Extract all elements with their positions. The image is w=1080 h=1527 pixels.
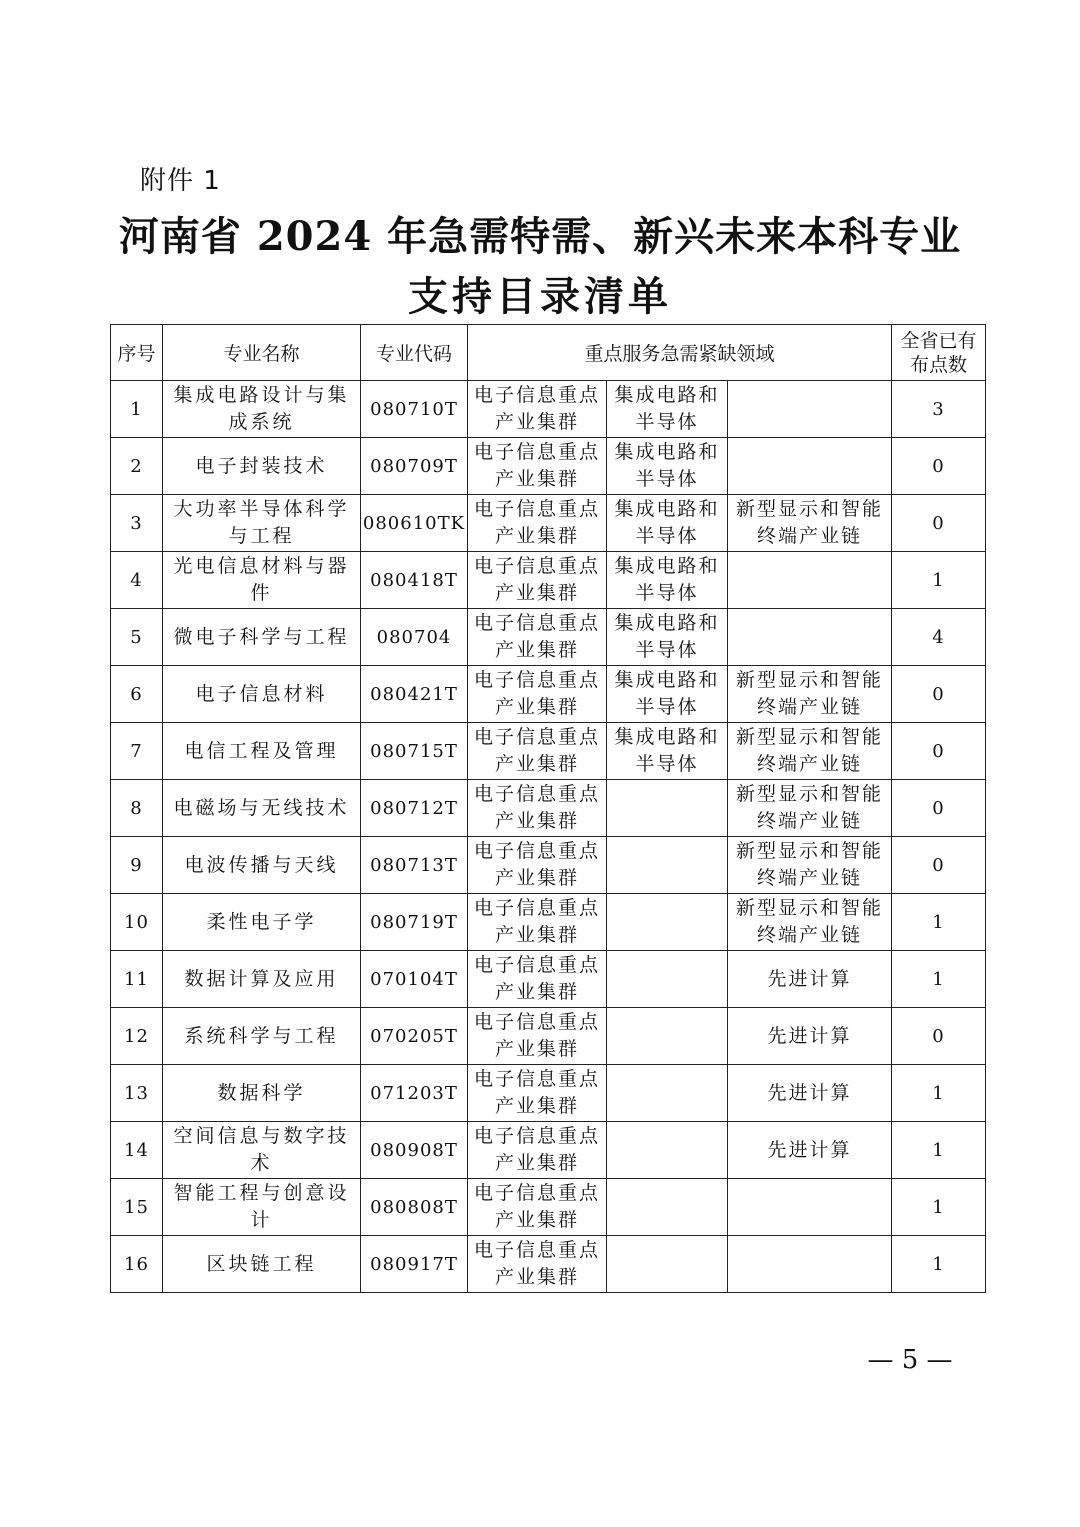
existing-count: 1	[892, 1179, 986, 1236]
field-chip-semiconductor: 集成电路和半导体	[607, 438, 728, 495]
major-name: 电波传播与天线	[163, 837, 361, 894]
major-list-table	[110, 324, 986, 1293]
row-number: 10	[111, 894, 163, 951]
field-other: 先进计算	[728, 951, 892, 1008]
major-code: 080418T	[361, 552, 468, 609]
existing-count: 0	[892, 438, 986, 495]
field-chip-semiconductor: 集成电路和半导体	[607, 552, 728, 609]
field-other: 先进计算	[728, 1065, 892, 1122]
field-other	[728, 438, 892, 495]
field-chip-semiconductor	[607, 1065, 728, 1122]
existing-count: 0	[892, 495, 986, 552]
document-title-line1: 河南省 2024 年急需特需、新兴未来本科专业	[118, 213, 962, 260]
attachment-label: 附件 1	[140, 166, 221, 196]
existing-count: 0	[892, 780, 986, 837]
major-name: 光电信息材料与器件	[163, 552, 361, 609]
field-industry-cluster: 电子信息重点产业集群	[468, 1236, 607, 1293]
field-other: 新型显示和智能终端产业链	[728, 894, 892, 951]
row-number: 11	[111, 951, 163, 1008]
table-row	[111, 951, 986, 1008]
existing-count: 1	[892, 894, 986, 951]
table-row	[111, 894, 986, 951]
field-industry-cluster: 电子信息重点产业集群	[468, 951, 607, 1008]
field-chip-semiconductor: 集成电路和半导体	[607, 495, 728, 552]
header-count: 全省已有布点数	[892, 325, 986, 381]
field-industry-cluster: 电子信息重点产业集群	[468, 438, 607, 495]
major-name: 区块链工程	[163, 1236, 361, 1293]
major-name: 柔性电子学	[163, 894, 361, 951]
field-chip-semiconductor: 集成电路和半导体	[607, 609, 728, 666]
field-industry-cluster: 电子信息重点产业集群	[468, 723, 607, 780]
row-number: 13	[111, 1065, 163, 1122]
major-name: 空间信息与数字技术	[163, 1122, 361, 1179]
row-number: 14	[111, 1122, 163, 1179]
field-other: 新型显示和智能终端产业链	[728, 495, 892, 552]
major-code: 080421T	[361, 666, 468, 723]
field-other: 新型显示和智能终端产业链	[728, 666, 892, 723]
field-other: 先进计算	[728, 1008, 892, 1065]
existing-count: 0	[892, 1008, 986, 1065]
field-chip-semiconductor	[607, 837, 728, 894]
major-code: 080709T	[361, 438, 468, 495]
header-name: 专业名称	[163, 325, 361, 381]
major-code: 080712T	[361, 780, 468, 837]
field-other	[728, 381, 892, 438]
existing-count: 1	[892, 1122, 986, 1179]
field-industry-cluster: 电子信息重点产业集群	[468, 1065, 607, 1122]
document-title-line2: 支持目录清单	[408, 273, 672, 320]
field-other: 新型显示和智能终端产业链	[728, 780, 892, 837]
major-code: 080710T	[361, 381, 468, 438]
field-chip-semiconductor	[607, 1008, 728, 1065]
major-name: 电子封装技术	[163, 438, 361, 495]
field-chip-semiconductor: 集成电路和半导体	[607, 723, 728, 780]
major-name: 电磁场与无线技术	[163, 780, 361, 837]
field-other	[728, 1179, 892, 1236]
table-row	[111, 1065, 986, 1122]
major-name: 大功率半导体科学与工程	[163, 495, 361, 552]
existing-count: 1	[892, 951, 986, 1008]
field-chip-semiconductor	[607, 1122, 728, 1179]
field-industry-cluster: 电子信息重点产业集群	[468, 495, 607, 552]
field-industry-cluster: 电子信息重点产业集群	[468, 1008, 607, 1065]
field-industry-cluster: 电子信息重点产业集群	[468, 1179, 607, 1236]
major-name: 电子信息材料	[163, 666, 361, 723]
major-name: 数据计算及应用	[163, 951, 361, 1008]
field-other: 先进计算	[728, 1122, 892, 1179]
field-industry-cluster: 电子信息重点产业集群	[468, 381, 607, 438]
field-chip-semiconductor	[607, 1179, 728, 1236]
field-chip-semiconductor: 集成电路和半导体	[607, 666, 728, 723]
table-row	[111, 1008, 986, 1065]
field-industry-cluster: 电子信息重点产业集群	[468, 609, 607, 666]
major-code: 070205T	[361, 1008, 468, 1065]
major-name: 智能工程与创意设计	[163, 1179, 361, 1236]
row-number: 9	[111, 837, 163, 894]
table-row	[111, 552, 986, 609]
major-name: 电信工程及管理	[163, 723, 361, 780]
row-number: 6	[111, 666, 163, 723]
existing-count: 1	[892, 1065, 986, 1122]
major-code: 080808T	[361, 1179, 468, 1236]
major-code: 080908T	[361, 1122, 468, 1179]
field-chip-semiconductor: 集成电路和半导体	[607, 381, 728, 438]
major-code: 080715T	[361, 723, 468, 780]
existing-count: 1	[892, 1236, 986, 1293]
table-row	[111, 609, 986, 666]
major-code: 080704	[361, 609, 468, 666]
row-number: 15	[111, 1179, 163, 1236]
field-other	[728, 609, 892, 666]
major-name: 微电子科学与工程	[163, 609, 361, 666]
field-other: 新型显示和智能终端产业链	[728, 837, 892, 894]
row-number: 7	[111, 723, 163, 780]
field-industry-cluster: 电子信息重点产业集群	[468, 552, 607, 609]
major-code: 071203T	[361, 1065, 468, 1122]
table-row	[111, 837, 986, 894]
major-name: 系统科学与工程	[163, 1008, 361, 1065]
field-chip-semiconductor	[607, 1236, 728, 1293]
existing-count: 1	[892, 552, 986, 609]
field-industry-cluster: 电子信息重点产业集群	[468, 780, 607, 837]
header-num: 序号	[111, 325, 163, 381]
existing-count: 0	[892, 723, 986, 780]
table-row	[111, 1179, 986, 1236]
table-row	[111, 381, 986, 438]
table-row	[111, 723, 986, 780]
field-other	[728, 552, 892, 609]
major-code: 080713T	[361, 837, 468, 894]
table-row	[111, 780, 986, 837]
row-number: 8	[111, 780, 163, 837]
table-row	[111, 495, 986, 552]
major-code: 080610TK	[361, 495, 468, 552]
field-industry-cluster: 电子信息重点产业集群	[468, 666, 607, 723]
field-chip-semiconductor	[607, 951, 728, 1008]
row-number: 3	[111, 495, 163, 552]
existing-count: 3	[892, 381, 986, 438]
major-code: 080917T	[361, 1236, 468, 1293]
field-chip-semiconductor	[607, 780, 728, 837]
field-industry-cluster: 电子信息重点产业集群	[468, 894, 607, 951]
header-fields: 重点服务急需紧缺领域	[468, 325, 892, 381]
existing-count: 0	[892, 837, 986, 894]
row-number: 2	[111, 438, 163, 495]
row-number: 1	[111, 381, 163, 438]
major-name: 数据科学	[163, 1065, 361, 1122]
existing-count: 0	[892, 666, 986, 723]
table-row	[111, 1236, 986, 1293]
field-industry-cluster: 电子信息重点产业集群	[468, 1122, 607, 1179]
row-number: 4	[111, 552, 163, 609]
major-name: 集成电路设计与集成系统	[163, 381, 361, 438]
table-header-row	[111, 325, 986, 381]
field-other	[728, 1236, 892, 1293]
major-code: 080719T	[361, 894, 468, 951]
page-number: — 5 —	[867, 1345, 953, 1375]
table-row	[111, 1122, 986, 1179]
major-code: 070104T	[361, 951, 468, 1008]
header-code: 专业代码	[361, 325, 468, 381]
field-industry-cluster: 电子信息重点产业集群	[468, 837, 607, 894]
field-chip-semiconductor	[607, 894, 728, 951]
row-number: 16	[111, 1236, 163, 1293]
row-number: 5	[111, 609, 163, 666]
row-number: 12	[111, 1008, 163, 1065]
field-other: 新型显示和智能终端产业链	[728, 723, 892, 780]
table-row	[111, 666, 986, 723]
table-body	[111, 381, 986, 1293]
table-row	[111, 438, 986, 495]
existing-count: 4	[892, 609, 986, 666]
